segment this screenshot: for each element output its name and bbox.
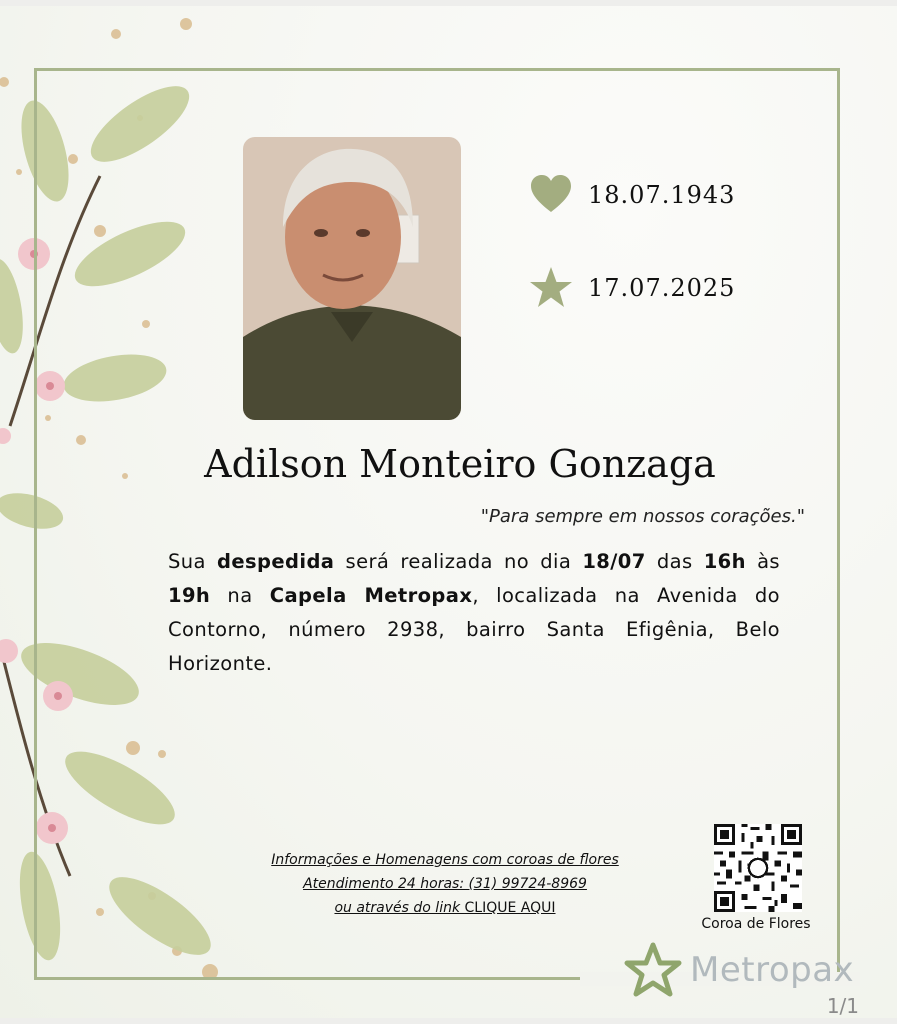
star-icon [528, 265, 574, 311]
birth-date: 18.07.1943 [588, 181, 736, 209]
death-date-row [528, 265, 735, 311]
contact-info [230, 848, 660, 920]
obituary-card [0, 6, 897, 1018]
qr-label: Coroa de Flores [701, 916, 811, 932]
deceased-name: Adilson Monteiro Gonzaga [204, 442, 716, 486]
portrait-image [243, 137, 461, 420]
metropax-logo [624, 942, 854, 998]
heart-icon [528, 172, 574, 218]
info-line-phone[interactable]: Atendimento 24 horas: (31) 99724-8969 [303, 876, 587, 892]
portrait-photo [243, 137, 461, 420]
birth-date-row [528, 172, 735, 218]
qr-code[interactable] [714, 824, 802, 912]
brand-name: Metropax [690, 950, 855, 990]
info-line-link[interactable]: ou através do link CLIQUE AQUI [334, 900, 556, 916]
info-line-tributes[interactable]: Informações e Homenagens com coroas de flores [271, 852, 619, 868]
memorial-quote: "Para sempre em nossos corações." [480, 506, 805, 527]
page-indicator: 1/1 [826, 994, 859, 1018]
death-date: 17.07.2025 [588, 274, 736, 302]
click-here-link[interactable]: CLIQUE AQUI [464, 900, 556, 916]
service-announcement: Sua despedida será realizada no dia 18/07 das 16h às 19h na Capela Metropax, localizada na Avenida do Contorno, número 2938, bairro Santa Efigênia, Belo Horizonte. [168, 550, 780, 675]
metropax-star-icon [624, 942, 682, 998]
